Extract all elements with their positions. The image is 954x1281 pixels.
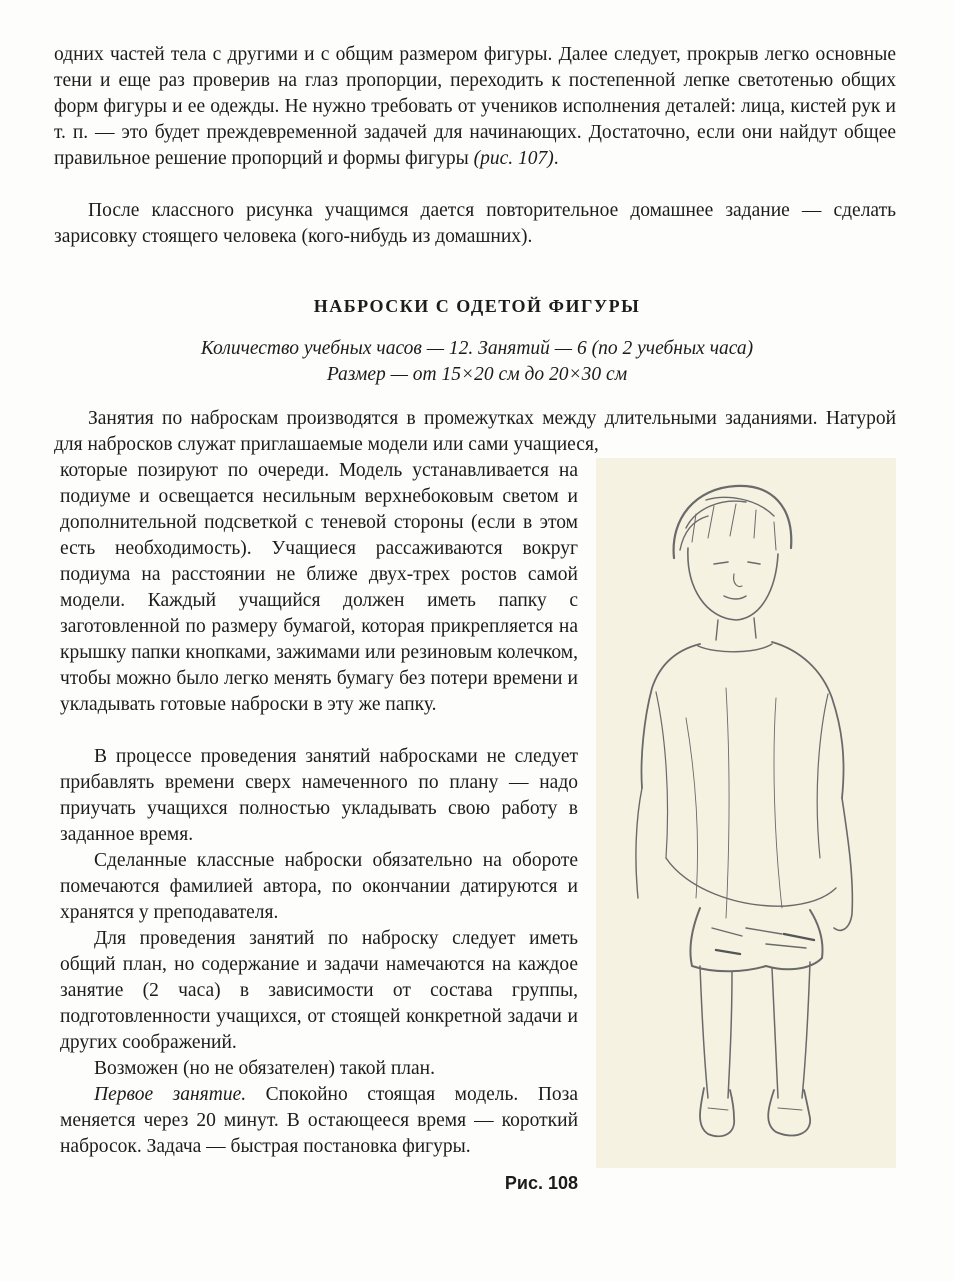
intro-paragraph-1: одних частей тела с другими и с общим размером фигуры. Далее следует, прокрыв легко основные тени и еще раз проверив на глаз пропорции, переходить к постепенной лепке светотенью общих форм фигуры и ее одежды. Не нужно требовать от учеников исполнения деталей: лица, кистей рук и т. п. — это будет преждевременной задачей для начинающих. Достаточно, если они найдут общее правильное решение пропорций и формы фигуры (рис. 107). bbox=[54, 44, 896, 169]
body-paragraph-2: В процессе проведения занятий набросками не следует прибавлять времени сверх намеченного по плану — надо приучать учащихся полностью укладывать свою работу в заданное время. bbox=[60, 746, 578, 845]
child-sketch-illustration bbox=[596, 458, 896, 1168]
figure-reference: (рис. 107) bbox=[473, 148, 554, 169]
body-paragraph-3: Сделанные классные наброски обязательно на обороте помечаются фамилией автора, по окончании датируются и хранятся у преподавателя. bbox=[60, 850, 578, 923]
figure-caption: Рис. 108 bbox=[504, 1173, 578, 1193]
body-paragraph-6: Первое занятие. Спокойно стоящая модель. Поза меняется через 20 минут. В остающееся время — короткий набросок. Задача — быстрая постановка фигуры. bbox=[60, 1084, 579, 1157]
body-paragraph-5: Возможен (но не обязателен) такой план. bbox=[94, 1058, 435, 1079]
child-sketch-drawing bbox=[596, 458, 896, 1168]
hours-line: Количество учебных часов — 12. Занятий — 6 (по 2 учебных часа) bbox=[200, 338, 754, 359]
body-paragraph-4: Для проведения занятий по наброску следует иметь общий план, но содержание и задачи намечаются на каждое занятие (2 часа) в зависимости от состава группы, подготовленности учащихся, от стоящей конкретной задачи и других соображений. bbox=[60, 928, 578, 1053]
size-line: Размер — от 15×20 см до 20×30 см bbox=[326, 364, 628, 385]
section-title: НАБРОСКИ С ОДЕТОЙ ФИГУРЫ bbox=[313, 296, 641, 316]
body-paragraph-1-full: Занятия по наброскам производятся в промежутках между длительными заданиями. Натурой для набросков служат приглашаемые модели или сами учащиеся, bbox=[54, 408, 896, 455]
body-paragraph-1-continued: которые позируют по очереди. Модель устанавливается на подиуме и освещается несильным верхнебоковым светом и дополнительной подсветкой с теневой стороны (если в этом есть необходимость). Учащиеся рассаживаются вокруг подиума на расстоянии не ближе двух-трех ростов самой модели. Каждый учащийся должен иметь папку с заготовленной по размеру бумагой, которая прикрепляется на крышку папки кнопками, зажимами или резиновым колечком, чтобы можно было легко менять бумагу без потери времени и укладывать готовые наброски в эту же папку. bbox=[60, 460, 578, 715]
first-lesson-label: Первое занятие. bbox=[94, 1084, 247, 1105]
intro-paragraph-2: После классного рисунка учащимся дается повторительное домашнее задание — сделать зарисовку стоящего человека (кого-нибудь из домашних). bbox=[54, 200, 896, 247]
